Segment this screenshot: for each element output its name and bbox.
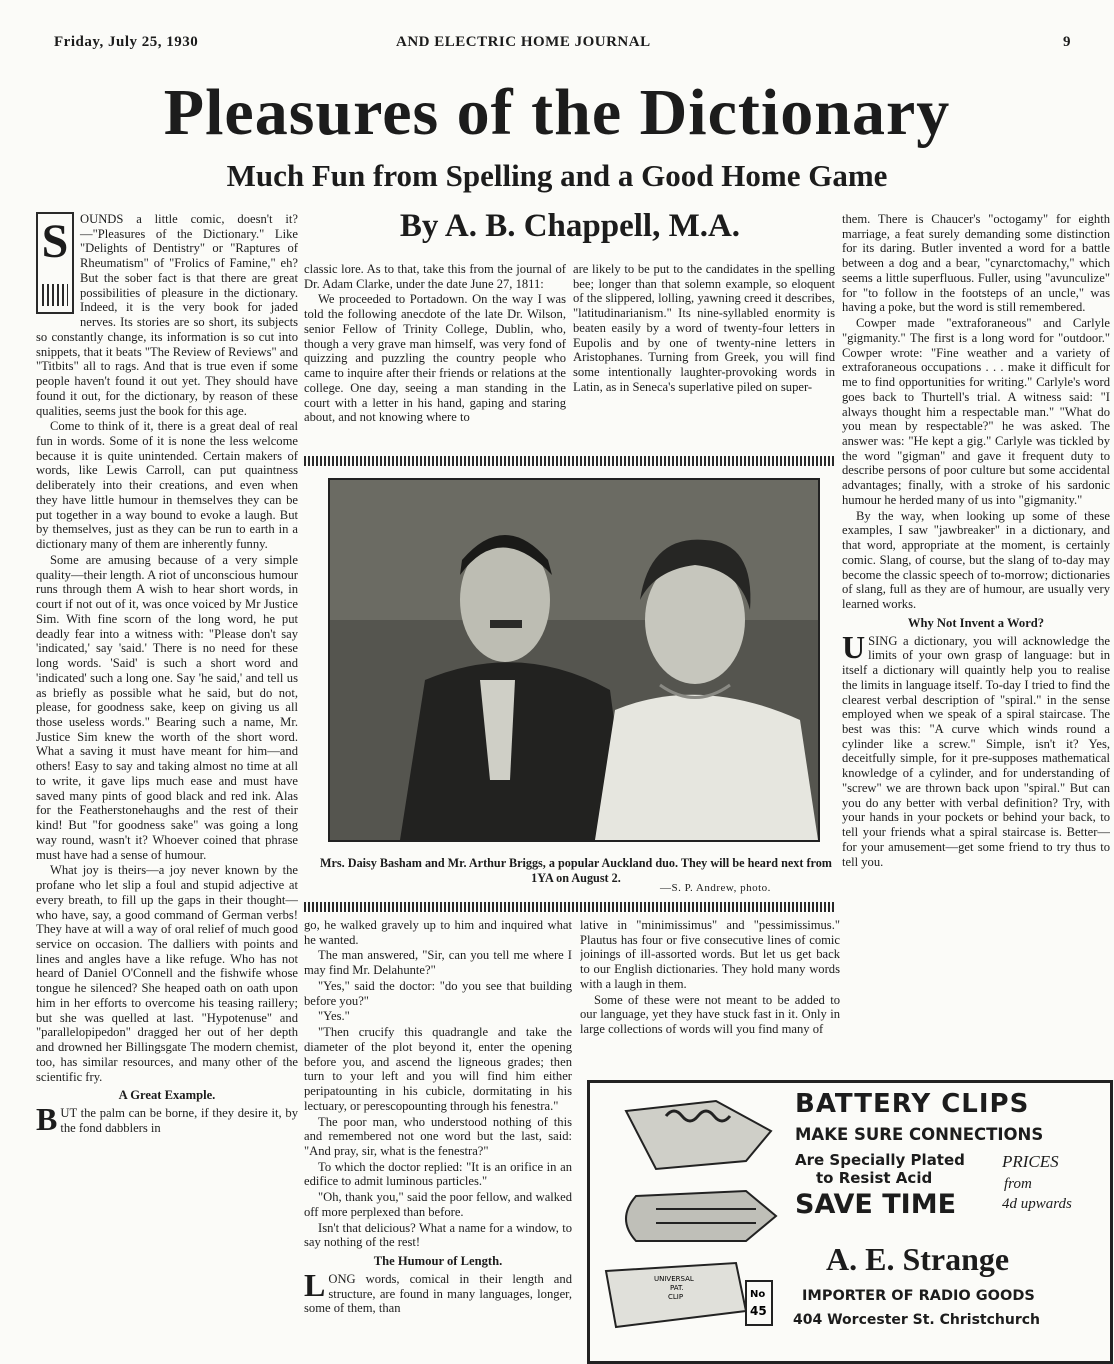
- paragraph: them. There is Chaucer's "octogamy" for eighth marriage, a feat surely demanding some distinction for its daring. Butler invented a word for a battle between a dog and a bear, "cynarctomachy," which seems a little superfluous. Fuller, using "avunculize" for "to follow in the footsteps of an uncle," was having a poke, but the word is still remembered.: [842, 212, 1110, 315]
- paragraph: To which the doctor replied: "It is an orifice in an edifice to admit luminous particles.": [304, 1159, 572, 1189]
- section-heading: A Great Example.: [118, 1088, 216, 1103]
- clip-illustration: [626, 1191, 776, 1241]
- battery-clips-advertisement: [587, 1080, 1113, 1364]
- section-heading: Why Not Invent a Word?: [907, 615, 1045, 630]
- photo-duo: [328, 478, 820, 842]
- clip-number: 45: [750, 1304, 767, 1318]
- paragraph: lative in "minimissimus" and "pessimissimus." Plautus has four or five consecutive lines of comic joinings of ill-assorted words. But let us get back to our English dictionaries. They hold many words with a laugh in them.: [580, 918, 840, 991]
- article-title: Pleasures of the Dictionary: [163, 76, 951, 149]
- clip-label-universal: UNIVERSAL: [654, 1275, 694, 1283]
- section-heading: The Humour of Length.: [373, 1254, 503, 1269]
- photo-illustration: [330, 480, 818, 840]
- battery-clip-illustrations: [596, 1091, 786, 1353]
- paragraph: By the way, when looking up some of these examples, I saw "jawbreaker" in a dictionary, and that word, appropriate at the moment, is certainly comic. Slang, of course, but the slang of to-day may become the classic speech of to-morrow; dictionaries of slang, full as they are of humour, are usually very learned works.: [842, 508, 1110, 612]
- paragraph: LONG words, comical in their length and structure, are found in many languages, longer, some of them, than: [304, 1266, 572, 1316]
- initial-letter: U: [842, 628, 866, 665]
- clip-illustration: [606, 1263, 772, 1327]
- photo-caption: Mrs. Daisy Basham and Mr. Arthur Briggs, a popular Auckland duo. They will be heard next from 1YA on August 2.: [320, 856, 832, 885]
- initial-letter: L: [304, 1266, 326, 1303]
- paragraph: classic lore. As to that, take this from the journal of Dr. Adam Clarke, under the date June 27, 1811:: [304, 262, 566, 291]
- ad-address: 404 Worcester St. Christchurch: [793, 1312, 1040, 1328]
- article-subtitle: Much Fun from Spelling and a Good Home Game: [226, 158, 888, 193]
- decorated-dropcap: S: [36, 212, 74, 314]
- ad-headline: BATTERY CLIPS: [795, 1089, 1030, 1119]
- paragraph: Isn't that delicious? What a name for a window, to say nothing of the rest!: [304, 1220, 572, 1250]
- ad-line-connections: MAKE SURE CONNECTIONS: [795, 1125, 1044, 1144]
- column-2-bottom: [304, 918, 572, 1348]
- column-2-top: [304, 262, 566, 457]
- paragraph: USING a dictionary, you will acknowledge the limits of your own grasp of language: but in itself a dictionary will quaintly help you to realise the limits in language itself. To-day I tried to find the clearest verbal description of "spiral." in the sense employed when we speak of a spiral staircase. The best was this: "A curve which winds round a cylinder like a screw." Simple, isn't it? Yes, deceitfully simple, for it pre-supposes mathematical knowledge of a cylinder, and for understanding of "screw" we are thrown back upon "spiral." But can you do any better with verbal definition? Try, with your hands in your pockets or behind your back, to tell your friends what a spiral staircase is. Better—for your amusement—get some friend to try thus to tell you.: [842, 628, 1110, 869]
- paragraph: "Yes.": [318, 1009, 350, 1024]
- initial-letter: B: [36, 1101, 58, 1138]
- paragraph: BUT the palm can be borne, if they desire it, by the fond dabblers in: [36, 1101, 298, 1138]
- paragraph: "Then crucify this quadrangle and take the diameter of the plot beyond it, enter the opening before you, and ascend the ligneous grades; then turn to your left and you will find him either peripatounting in his cubicle, dormitating in his lectuary, or perescopounting through his fenestra.": [304, 1025, 572, 1113]
- ad-line-plated: Are Specially Plated: [795, 1151, 965, 1169]
- paragraph: What joy is theirs—a joy never known by the profane who let slip a foul and stupid adjective at every breath, to fill up the gaps in their thought—who have, say, a good command of German verbs! They have at will a way of oral relief of much good service on occasion. The dalliers with points and lines and angles have a like refuge. Who has not heard of Daniel O'Connell and the fishwife whose tongue he silenced? She heaped oath on oath upon him in her efforts to overcome his teasing raillery; but she was quelled at last. "Hypotenuse" and "parallelopipedon" dragged her out of her depth and drowned her Billingsgate The modern chemist, too, has similar resources, and many other of the scientific fry.: [36, 863, 298, 1084]
- ad-prices-amount: 4d upwards: [1002, 1196, 1072, 1212]
- column-3-bottom: [580, 918, 840, 1068]
- paragraph: "Yes," said the doctor: "do you see that building before you?": [304, 978, 572, 1008]
- paragraph: "Oh, thank you," said the poor fellow, and walked off more perplexed than before.: [304, 1190, 572, 1219]
- header-journal: AND ELECTRIC HOME JOURNAL: [396, 34, 651, 50]
- paragraph: OUNDS a little comic, doesn't it?—"Pleasures of the Dictionary." Like "Delights of Dentistry" or "Raptures of Rheumatism" of "Frolics of Famine," eh? But the sober fact is that there are great possibilities of pleasure in the dictionary. Indeed, it is the very book for jaded nerves. Its stories are so short, its subjects so constantly change, its information is so cut into snippets, that it beats "The Review of Reviews" and "Titbits" all to rags. And that is true even if some people haven't found it out yet. They should have found it out, for the dictionary, by reason of these qualities, seems just the book for this age.: [36, 212, 298, 418]
- clip-label-clip: CLIP: [668, 1293, 684, 1301]
- ad-prices-from: from: [1004, 1176, 1032, 1192]
- ad-prices: PRICES: [1002, 1152, 1059, 1171]
- clip-illustration: [626, 1101, 771, 1169]
- decorative-rule: [304, 902, 834, 912]
- decorative-rule: [304, 456, 834, 466]
- ad-business: IMPORTER OF RADIO GOODS: [802, 1288, 1035, 1304]
- paragraph: Cowper made "extraforaneous" and Carlyle "gigmanity." The first is a long word for "outdoor." Cowper wrote: "Fine weather and a variety of extraforaneous occupations . . . make it difficult for me to find opportunities for writing." Carlyle's word goes back to Thurtell's trial. A witness said: "I always thought him a respectable man." "What do you mean by respectable?" he was asked. The answer was: "He kept a gig." Carlyle was tickled by the word "gigman" and gave it frequent duty to describe persons of poor culture but some accidental advantages; finally, with a stroke of his sardonic humour he herded many of us into "gigmanity.": [842, 316, 1110, 507]
- paragraph: The poor man, who understood nothing of this and remembered not one word but the last, said: "And pray, sir, what is the fenestra?": [304, 1114, 572, 1159]
- header-page-number: 9: [1063, 34, 1071, 50]
- clip-number-label: No: [750, 1289, 766, 1300]
- paragraph: Come to think of it, there is a great deal of real fun in words. Some of it is none the less welcome because it is quite unintended. Certain makers of words, like Lewis Carroll, can put quaintness deliberately into their creations, and even when they have little humour in themselves they can be put together in a way bound to evoke a laugh. But by themselves, just as they can be run to earth in a dictionary many of them are inherently funny.: [36, 419, 298, 552]
- paragraph: are likely to be put to the candidates in the spelling bee; longer than that solemn example, so eloquent of the slippered, lolling, yawning creed it describes, "latitudinarianism." Its nine-syllabled enormity is beaten easily by a word of twenty-four letters in Eupolis and by one of twenty-nine letters in Aristophanes. Turning from Greek, you will find some intentionally laughter-provoking words in Latin, as in Seneca's superlative piled on super-: [573, 262, 835, 394]
- photo-credit: —S. P. Andrew, photo.: [660, 882, 771, 894]
- paragraph: Some of these were not meant to be added to our language, yet they have stuck fast in it. Only in large collections of words will you find many of: [580, 992, 840, 1037]
- article-byline: By A. B. Chappell, M.A.: [399, 208, 741, 244]
- column-4: [842, 212, 1110, 1072]
- paragraph: The man answered, "Sir, can you tell me where I may find Mr. Delahunte?": [304, 948, 572, 978]
- column-3-top: [573, 262, 835, 457]
- ad-save-time: SAVE TIME: [795, 1189, 957, 1220]
- ad-company-name: A. E. Strange: [826, 1241, 1010, 1277]
- paragraph: We proceeded to Portadown. On the way I was told the following anecdote of the late Dr. Wilson, senior Fellow of Trinity College, Dublin, who, though a very grave man himself, was very fond of quizzing and puzzling the country people who came to inquire after their friends or relations at the college. One day, seeing a man standing in the court with a letter in his hand, gaping and staring about, and not knowing where to: [304, 292, 566, 425]
- column-1: [36, 212, 298, 1352]
- ad-line-acid: to Resist Acid: [816, 1169, 933, 1187]
- paragraph: Some are amusing because of a very simple quality—their length. A riot of unconscious humour runs through them A wish to hear short words, in court if not out of it, was once voiced by Mr Justice Sim. With fine scorn of the long word, he put deadly fear into a witness with: "Please don't say 'indicated,' say 'said.' There is no need for these long words. 'Said' is such a short word and 'indicated' such a long one. Say 'he said,' and tell us as briefly as possible what he said, but do not, please, for goodness sake, keep on giving us all those useless words." Bearing such a name, Mr. Justice Sim knew the worth of the short word. What a saving it must have meant for him—and others! Easy to say and taking almost no time at all to write, it gave lips much ease and must have saved many pints of good black and red ink. Alas for the Featherstonehaughs and the rest of their kind! But "for goodness sake" was going a long way round, wasn't it? Whoever coined that phrase must have had a sense of humour.: [36, 552, 298, 862]
- paragraph: go, he walked gravely up to him and inquired what he wanted.: [304, 918, 572, 947]
- header-date: Friday, July 25, 1930: [54, 34, 199, 50]
- clip-label-pat: PAT.: [670, 1284, 684, 1292]
